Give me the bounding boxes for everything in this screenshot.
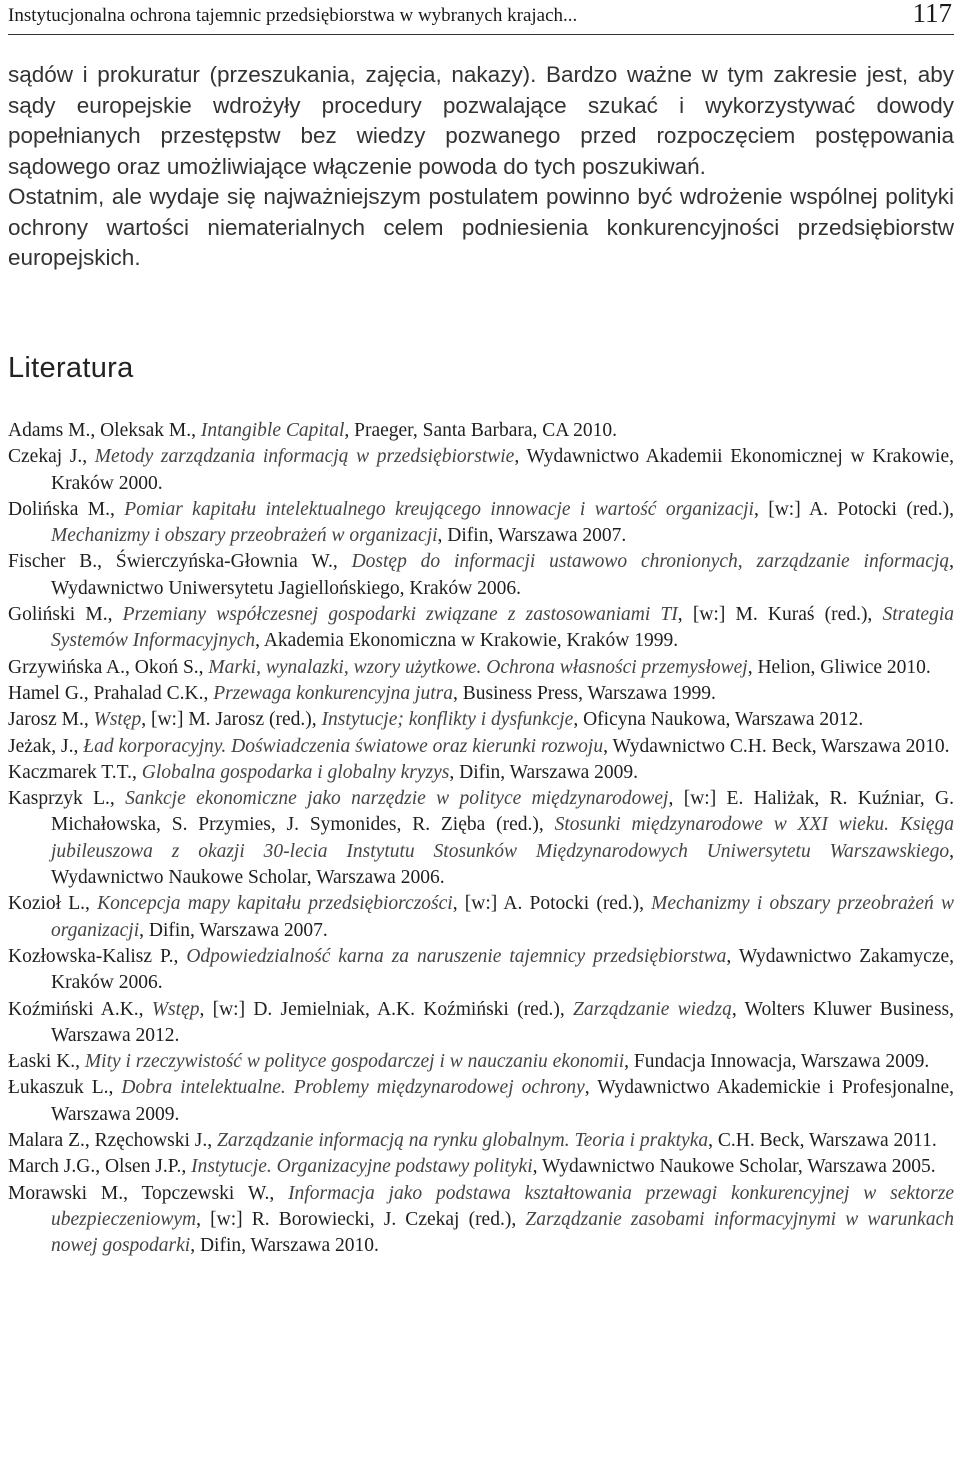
bibliography-entry: [8, 1154, 954, 1180]
entry-text: Dolińska M.,: [8, 498, 125, 520]
bibliography-entry: [8, 497, 954, 550]
body-paragraph: sądów i prokuratur (przeszukania, zajęcia, nakazy). Bardzo ważne w tym zakresie jest, aby sądy europejskie wdrożyły procedury pozwalające szukać i wykorzystywać dowody popełnianych przestępstw bez wiedzy pozwanego przed rozpoczęciem postępowania sądowego oraz umożliwiające włączenie powoda do tych poszukiwań.: [8, 62, 954, 179]
entry-title: Stosunki międzynarodowe w XXI wieku. Księga jubileuszowa z okazji 30-lecia Instytutu Stosunków Międzynarodowych Uniwersytetu Warszawskiego: [51, 814, 954, 862]
bibliography-entry: [8, 997, 954, 1050]
entry-title: Mechanizmy i obszary przeobrażeń w organizacji: [51, 893, 955, 941]
entry-text: , Wydawnictwo Zakamycze, Kraków 2006.: [51, 945, 955, 994]
entry-text: , C.H. Beck, Warszawa 2011.: [708, 1130, 937, 1152]
bibliography-entry: [8, 1049, 954, 1075]
entry-title: Instytucje. Organizacyjne podstawy polityki: [191, 1156, 533, 1178]
entry-title: Marki, wynalazki, wzory użytkowe. Ochrona własności przemysłowej: [208, 656, 748, 678]
entry-text: Koźmiński A.K.,: [8, 998, 152, 1020]
entry-text: Łaski K.,: [8, 1051, 85, 1073]
entry-text: , Difin, Warszawa 2007.: [139, 919, 328, 941]
bibliography-entry: [8, 786, 954, 891]
entry-text: , [w:] M. Jarosz (red.),: [141, 709, 322, 731]
entry-title: Wstęp: [93, 709, 142, 731]
entry-title: Globalna gospodarka i globalny kryzys: [141, 761, 450, 783]
entry-text: Morawski M., Topczewski W.,: [8, 1182, 289, 1204]
bibliography-entry: [8, 1075, 954, 1128]
entry-text: , Wydawnictwo Uniwersytetu Jagiellońskiego, Kraków 2006.: [51, 551, 955, 599]
entry-text: , Wydawnictwo Akademickie i Profesjonalne, Warszawa 2009.: [51, 1077, 954, 1125]
bibliography-entry: [8, 681, 954, 707]
entry-title: Zarządzanie zasobami informacyjnymi w warunkach nowej gospodarki: [51, 1208, 954, 1257]
entry-text: , Praeger, Santa Barbara, CA 2010.: [344, 420, 618, 441]
entry-title: Informacja jako podstawa kształtowania przewagi konkurencyjnej w sektorze ubezpieczeniowym: [51, 1182, 955, 1230]
entry-text: Kasprzyk L.,: [8, 788, 126, 810]
entry-text: March J.G., Olsen J.P.,: [8, 1156, 192, 1178]
entry-text: Kozłowska-Kalisz P.,: [8, 945, 187, 967]
body-text: [8, 60, 954, 274]
entry-text: Czekaj J.,: [8, 446, 95, 468]
entry-title: Pomiar kapitału intelektualnego kreującego innowacje i wartość organizacji: [124, 498, 754, 520]
entry-text: , [w:] M. Kuraś (red.),: [677, 604, 883, 626]
entry-text: , Wydawnictwo Naukowe Scholar, Warszawa 2005.: [532, 1156, 936, 1178]
entry-title: Ład korporacyjny. Doświadczenia światowe oraz kierunki rozwoju: [83, 735, 604, 757]
entry-title: Instytucje; konflikty i dysfunkcje: [321, 709, 574, 731]
entry-text: , [w:] A. Potocki (red.),: [452, 893, 652, 915]
entry-title: Mity i rzeczywistość w polityce gospodarczej i w nauczaniu ekonomii: [84, 1051, 625, 1073]
entry-title: Wstęp: [151, 998, 200, 1020]
entry-text: , Akademia Ekonomiczna w Krakowie, Kraków 1999.: [255, 630, 679, 652]
bibliography-entry: [8, 602, 954, 655]
running-title: Instytucjonalna ochrona tajemnic przedsiębiorstwa w wybranych krajach...: [8, 5, 578, 26]
entry-title: Sankcje ekonomiczne jako narzędzie w polityce międzynarodowej: [125, 788, 669, 810]
bibliography-entry: [8, 655, 954, 681]
entry-text: , [w:] E. Haliżak, R. Kuźniar, G. Michałowska, S. Przymies, J. Symonides, R. Zięba (red.),: [51, 788, 954, 836]
bibliography-entry: [8, 1181, 954, 1260]
bibliography-entry: [8, 444, 954, 497]
entry-text: Adams M., Oleksak M.,: [8, 420, 201, 441]
entry-title: Dobra intelektualne. Problemy międzynarodowej ochrony: [121, 1077, 585, 1099]
entry-text: Goliński M.,: [8, 604, 123, 626]
entry-text: Hamel G., Prahalad C.K.,: [8, 682, 214, 704]
bibliography-list: [8, 418, 954, 1260]
entry-title: Przewaga konkurencyjna jutra: [213, 682, 453, 704]
bibliography-entry: [8, 891, 954, 944]
entry-text: , Fundacja Innowacja, Warszawa 2009.: [624, 1051, 930, 1073]
entry-text: , Helion, Gliwice 2010.: [747, 656, 931, 678]
bibliography-entry: [8, 760, 954, 786]
running-header: [8, 0, 954, 35]
entry-title: Przemiany współczesnej gospodarki związane z zastosowaniami TI: [122, 604, 678, 626]
entry-text: , Wydawnictwo Akademii Ekonomicznej w Krakowie, Kraków 2000.: [51, 446, 954, 494]
entry-text: Grzywińska A., Okoń S.,: [8, 656, 209, 678]
entry-text: , [w:] A. Potocki (red.),: [753, 498, 954, 520]
entry-text: , Difin, Warszawa 2007.: [437, 525, 627, 547]
entry-text: Fischer B., Świerczyńska-Głownia W.,: [8, 551, 352, 573]
body-paragraph: Ostatnim, ale wydaje się najważniejszym postulatem powinno być wdrożenie wspólnej polityki ochrony wartości niematerialnych celem podniesienia konkurencyjności przedsiębiorstw europejskich.: [8, 184, 954, 270]
bibliography-entry: [8, 707, 954, 733]
entry-title: Zarządzanie informacją na rynku globalnym. Teoria i praktyka: [217, 1130, 709, 1152]
entry-text: , [w:] D. Jemielniak, A.K. Koźmiński (red.),: [199, 998, 573, 1020]
bibliography-entry: [8, 944, 954, 997]
entry-text: , Wydawnictwo Naukowe Scholar, Warszawa 2006.: [51, 840, 954, 889]
page-number: 117: [912, 0, 952, 28]
entry-title: Zarządzanie wiedzą: [572, 998, 732, 1020]
bibliography-entry: [8, 549, 954, 602]
entry-text: , Business Press, Warszawa 1999.: [452, 682, 716, 704]
entry-title: Koncepcja mapy kapitału przedsiębiorczości: [97, 893, 453, 915]
entry-text: Malara Z., Rzęchowski J.,: [8, 1130, 218, 1152]
entry-text: , Wolters Kluwer Business, Warszawa 2012.: [51, 998, 954, 1046]
entry-title: Strategia Systemów Informacyjnych: [51, 604, 954, 652]
entry-title: Dostęp do informacji ustawowo chronionych, zarządzanie informacją: [351, 551, 950, 573]
entry-text: Łukaszuk L.,: [8, 1077, 122, 1099]
entry-title: Intangible Capital: [200, 420, 345, 441]
section-heading: Literatura: [8, 352, 134, 384]
bibliography-entry: [8, 1128, 954, 1154]
entry-text: Kozioł L.,: [8, 893, 98, 915]
entry-text: , Difin, Warszawa 2009.: [449, 761, 639, 783]
entry-text: , Oficyna Naukowa, Warszawa 2012.: [573, 709, 864, 731]
bibliography-entry: [8, 734, 954, 760]
entry-title: Odpowiedzialność karna za naruszenie tajemnicy przedsiębiorstwa: [186, 945, 727, 967]
entry-title: Metody zarządzania informacją w przedsiębiorstwie: [94, 446, 515, 468]
entry-text: Jarosz M.,: [8, 709, 94, 731]
entry-text: , Difin, Warszawa 2010.: [190, 1235, 379, 1257]
entry-text: Jeżak, J.,: [8, 735, 84, 757]
entry-text: , [w:] R. Borowiecki, J. Czekaj (red.),: [196, 1208, 526, 1230]
entry-text: Kaczmarek T.T.,: [8, 761, 142, 783]
document-page: [8, 0, 954, 1469]
bibliography-entry: [8, 418, 954, 444]
entry-title: Mechanizmy i obszary przeobrażeń w organizacji: [51, 525, 438, 547]
entry-text: , Wydawnictwo C.H. Beck, Warszawa 2010.: [603, 735, 950, 757]
